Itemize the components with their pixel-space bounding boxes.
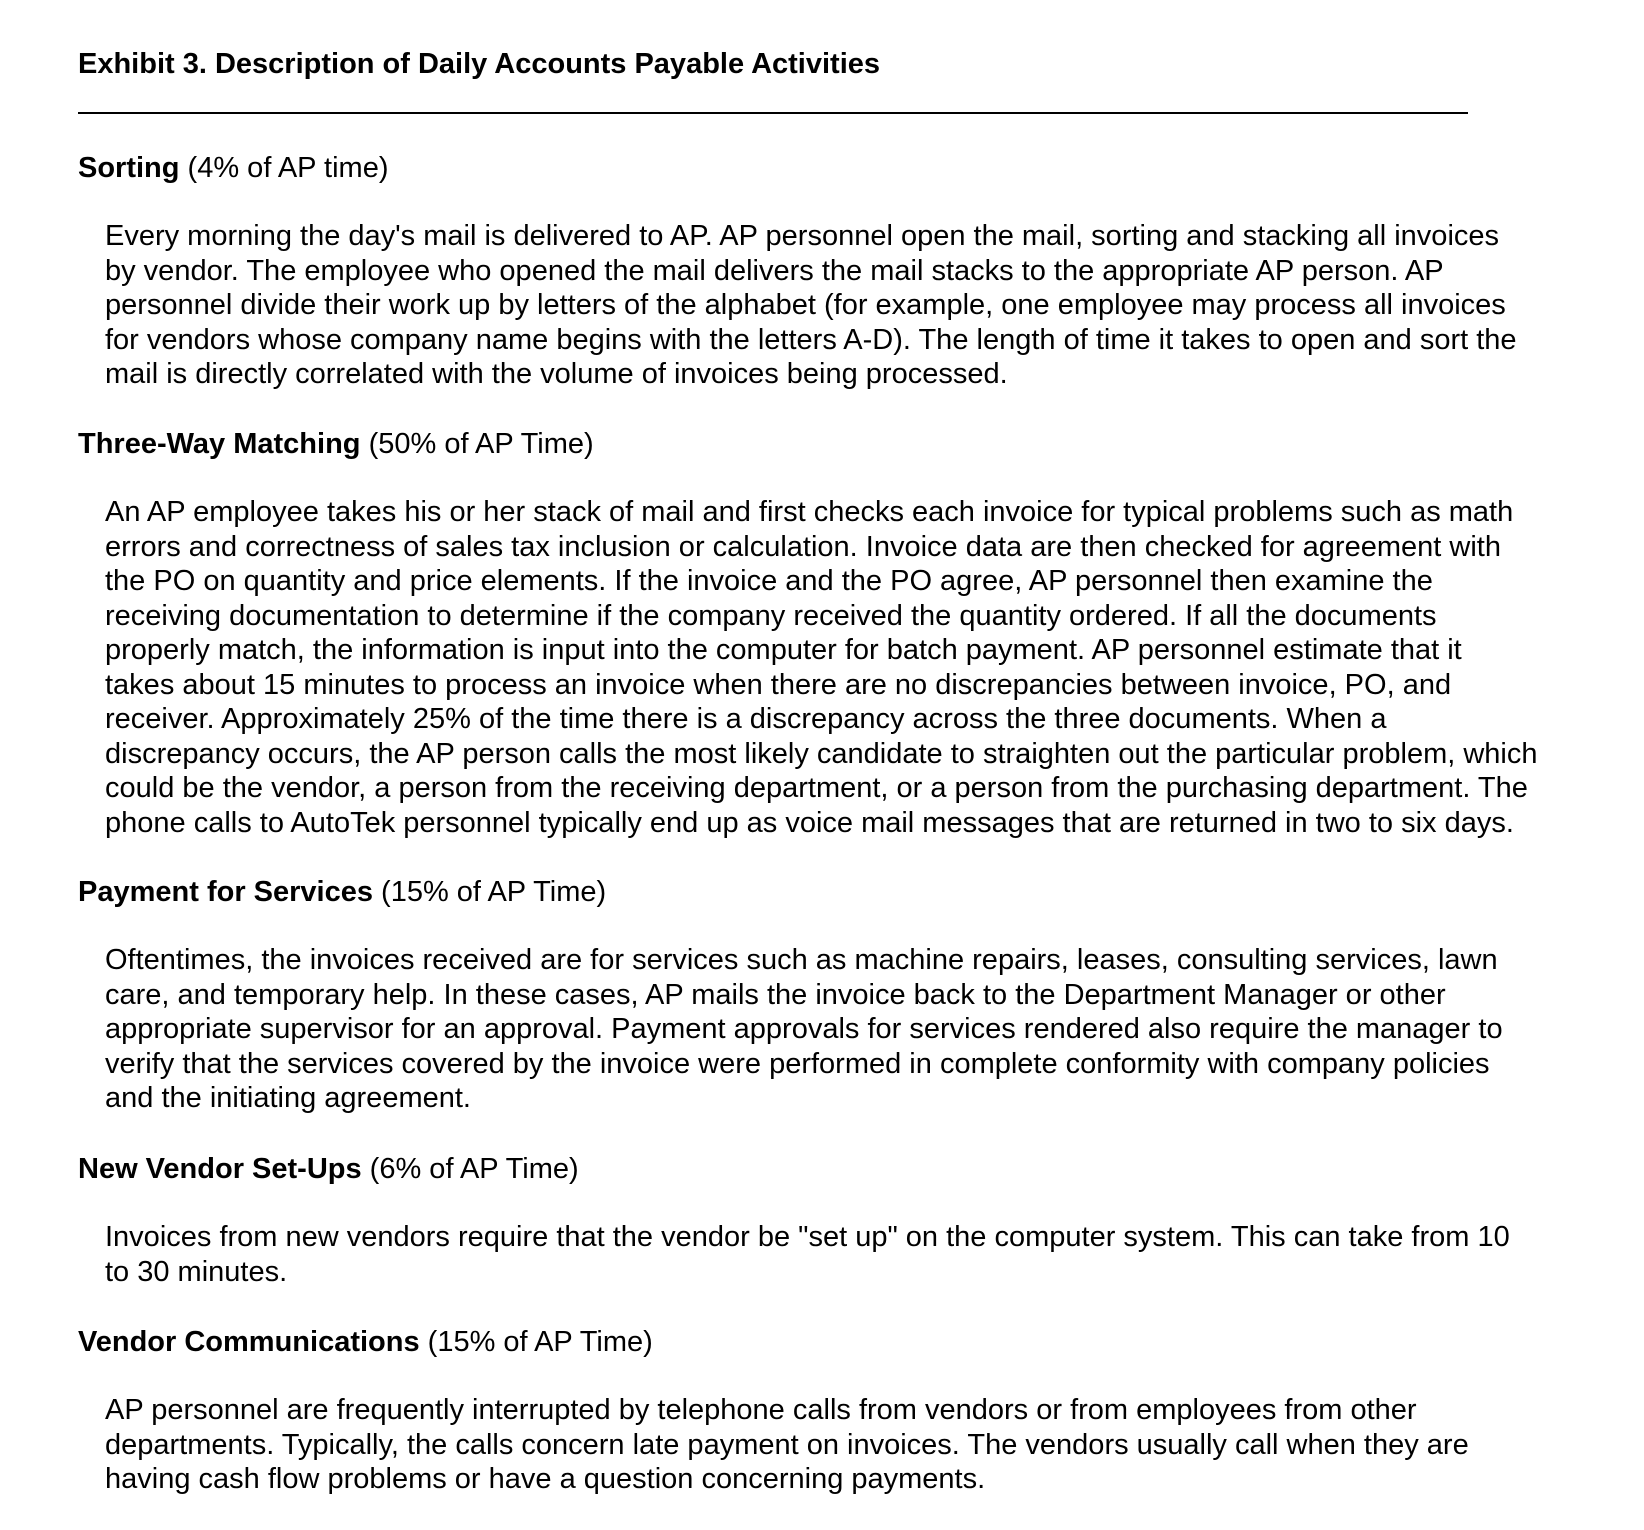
section-heading-three-way-matching — [78, 424, 594, 464]
body-line: having cash flow problems or have a question concerning payments. — [105, 1463, 986, 1495]
body-line: to 30 minutes. — [105, 1255, 288, 1288]
body-line: the PO on quantity and price elements. If the invoice and the PO agree, AP personnel then examine the — [105, 565, 1433, 597]
section-heading-new-vendor-set-ups — [78, 1149, 579, 1189]
body-line: receiver. Approximately 25% of the time there is a discrepancy across the three documents. When a — [105, 703, 1387, 735]
body-line: for vendors whose company name begins with the letters A-D). The length of time it takes to open and sort the — [105, 323, 1517, 356]
body-line: mail is directly correlated with the volume of invoices being processed. — [105, 358, 1008, 390]
body-line: AP personnel are frequently interrupted by telephone calls from vendors or from employees from other — [105, 1394, 1417, 1426]
body-line: An AP employee takes his or her stack of mail and first checks each invoice for typical problems such as math — [105, 496, 1514, 528]
section-time-share: (50% of AP Time) — [360, 428, 594, 460]
section-body-payment-for-services — [105, 943, 1625, 1116]
body-line: personnel divide their work up by letters of the alphabet (for example, one employee may process all invoices — [105, 289, 1506, 321]
section-name: Vendor Communications — [78, 1326, 420, 1358]
section-heading-vendor-communications — [78, 1322, 653, 1362]
body-line: could be the vendor, a person from the receiving department, or a person from the purchasing department. The — [105, 772, 1528, 804]
body-line: properly match, the information is input into the computer for batch payment. AP personnel estimate that it — [105, 634, 1462, 666]
section-body-sorting — [105, 219, 1625, 392]
section-body-three-way-matching — [105, 495, 1625, 840]
body-line: Every morning the day's mail is delivered to AP. AP personnel open the mail, sorting and stacking all invoices — [105, 220, 1500, 252]
body-line: verify that the services covered by the invoice were performed in complete conformity with company policies — [105, 1047, 1490, 1080]
section-heading-sorting — [78, 148, 389, 188]
body-line: care, and temporary help. In these cases, AP mails the invoice back to the Department Manager or other — [105, 978, 1446, 1011]
section-name: Sorting — [78, 152, 180, 184]
body-line: by vendor. The employee who opened the mail delivers the mail stacks to the appropriate AP person. AP — [105, 254, 1444, 287]
section-body-new-vendor-set-ups — [105, 1220, 1625, 1289]
exhibit-title: Exhibit 3. Description of Daily Accounts Payable Activities — [78, 48, 881, 80]
body-line: Oftentimes, the invoices received are for services such as machine repairs, leases, consulting services, lawn — [105, 944, 1498, 976]
body-line: discrepancy occurs, the AP person calls the most likely candidate to straighten out the particular problem, which — [105, 737, 1538, 770]
section-time-share: (6% of AP Time) — [361, 1153, 579, 1185]
body-line: appropriate supervisor for an approval. Payment approvals for services rendered also require the manager to — [105, 1013, 1503, 1045]
section-time-share: (4% of AP time) — [179, 152, 389, 184]
body-line: errors and correctness of sales tax inclusion or calculation. Invoice data are then checked for agreement with — [105, 530, 1501, 563]
body-line: and the initiating agreement. — [105, 1082, 471, 1114]
section-time-share: (15% of AP Time) — [419, 1326, 653, 1358]
section-time-share: (15% of AP Time) — [372, 876, 607, 908]
section-body-vendor-communications — [105, 1393, 1625, 1497]
section-name: New Vendor Set-Ups — [78, 1153, 362, 1185]
body-line: phone calls to AutoTek personnel typically end up as voice mail messages that are returned in two to six days. — [105, 806, 1514, 839]
body-line: receiving documentation to determine if the company received the quantity ordered. If all the documents — [105, 599, 1437, 632]
body-line: Invoices from new vendors require that the vendor be "set up" on the computer system. This can take from 10 — [105, 1221, 1510, 1253]
title-underline — [78, 112, 1468, 114]
body-line: departments. Typically, the calls concern late payment on invoices. The vendors usually call when they are — [105, 1428, 1469, 1461]
section-name: Payment for Services — [78, 876, 373, 908]
body-line: takes about 15 minutes to process an invoice when there are no discrepancies between invoice, PO, and — [105, 668, 1452, 701]
section-name: Three-Way Matching — [78, 428, 361, 460]
section-heading-payment-for-services — [78, 872, 606, 912]
